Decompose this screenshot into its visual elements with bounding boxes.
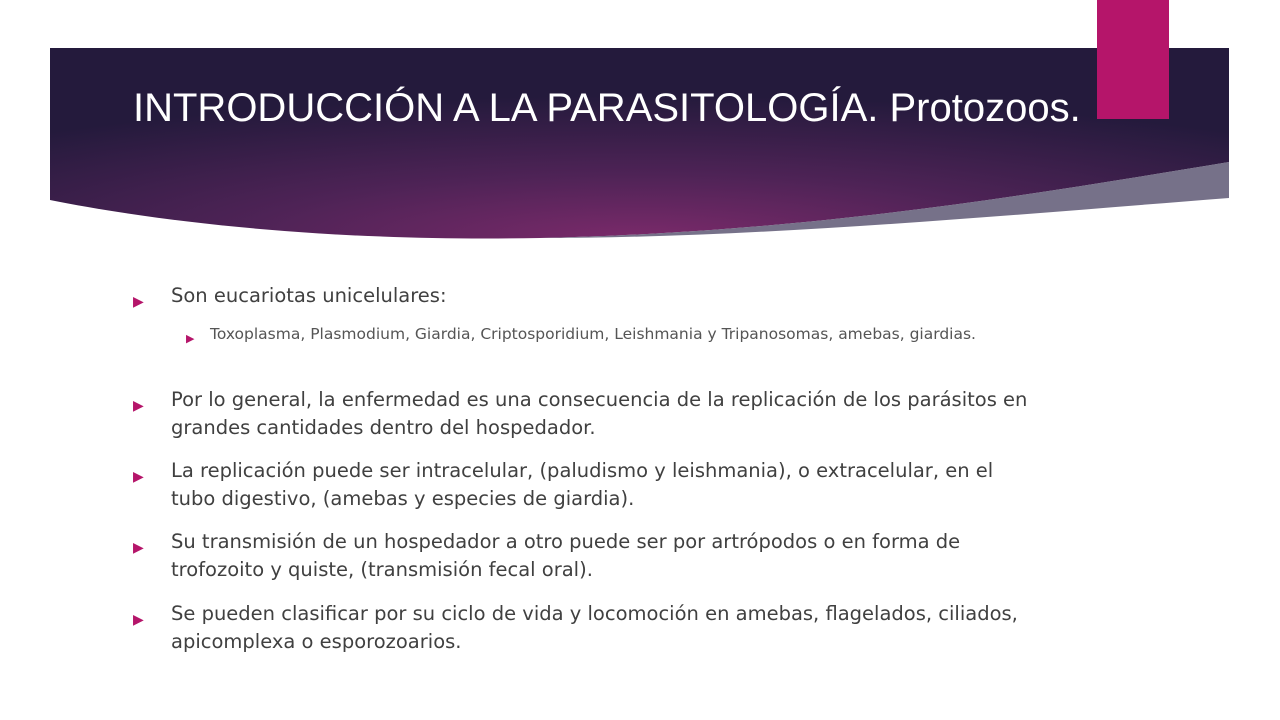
bullet-arrow-icon: ▶ [133,469,144,485]
bullet-arrow-icon: ▶ [133,540,144,556]
slide-title: INTRODUCCIÓN A LA PARASITOLOGÍA. Protozoos. [133,86,1081,130]
bullet-item [133,457,1033,513]
bullet-text: Son eucariotas unicelulares: [171,284,447,307]
bullet-item [133,386,1033,442]
bullet-arrow-icon: ▶ [133,612,144,628]
bullet-arrow-icon: ▶ [186,332,195,345]
bullet-text: Se pueden clasificar por su ciclo de vida y locomoción en amebas, flagelados, ciliados, apicomplexa o esporozoarios. [171,602,1018,653]
bullet-item [133,528,1033,584]
bullet-text: Su transmisión de un hospedador a otro puede ser por artrópodos o en forma de trofozoito y quiste, (transmisión fecal oral). [171,530,961,581]
bullet-arrow-icon: ▶ [133,294,144,310]
bullet-text: Toxoplasma, Plasmodium, Giardia, Criptosporidium, Leishmania y Tripanosomas, amebas, giardias. [210,325,976,343]
bullet-item [133,282,1033,310]
sub-bullet-item [186,322,1036,346]
bullet-text: Por lo general, la enfermedad es una consecuencia de la replicación de los parásitos en grandes cantidades dentro del hospedador. [171,388,1028,439]
bullet-arrow-icon: ▶ [133,398,144,414]
bullet-item [133,600,1033,656]
bullet-text: La replicación puede ser intracelular, (paludismo y leishmania), o extracelular, en el tubo digestivo, (amebas y especies de giardia). [171,459,994,510]
